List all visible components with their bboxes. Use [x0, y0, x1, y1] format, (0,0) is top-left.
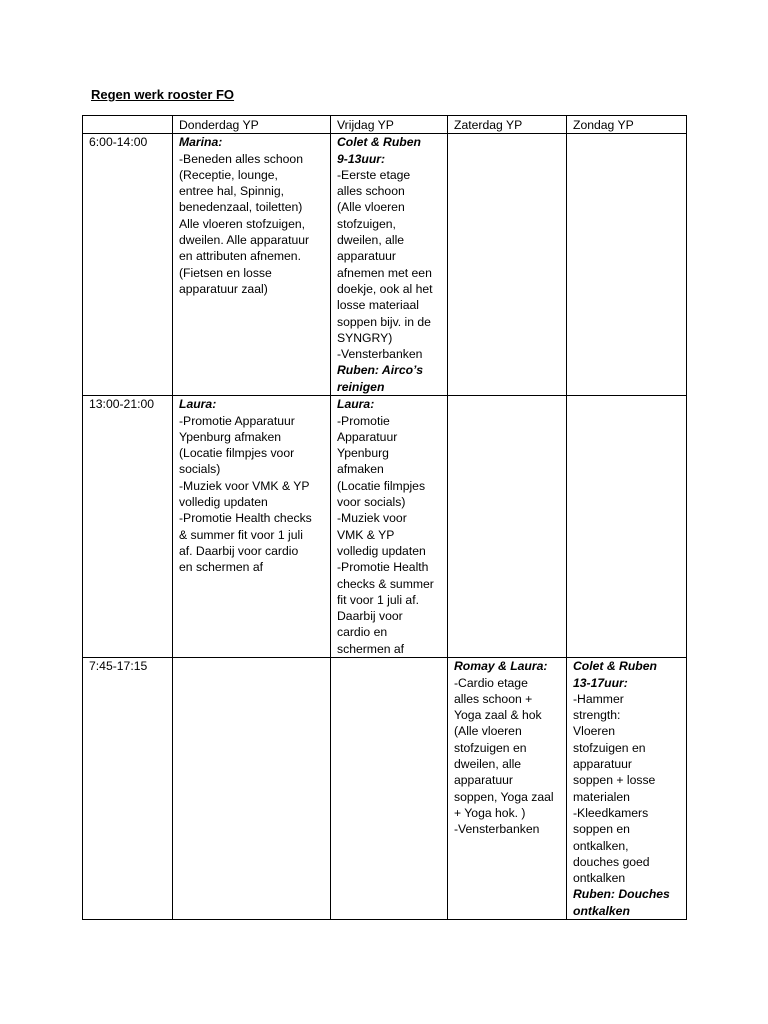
task-line: dweilen, alle — [454, 757, 522, 772]
task-line: (Alle vloeren — [337, 200, 405, 215]
task-line: cardio en — [337, 625, 388, 640]
task-line: volledig updaten — [179, 495, 268, 510]
task-line: schermen af — [337, 641, 405, 656]
task-line: (Locatie filmpjes voor — [179, 446, 295, 461]
header-cell-sunday: Zondag YP — [567, 116, 687, 134]
task-line: afnemen met een — [337, 265, 432, 280]
task-cell-thursday — [173, 396, 331, 658]
time-slot-cell: 6:00-14:00 — [83, 134, 173, 396]
task-line: -Promotie Health — [337, 560, 429, 575]
table-row — [83, 396, 687, 658]
task-cell-sunday — [567, 658, 687, 920]
header-cell-time — [83, 116, 173, 134]
schedule-table — [82, 115, 687, 920]
extra-task-label: Ruben: Douches — [573, 887, 670, 902]
task-line: -Promotie — [337, 413, 390, 428]
task-cell-friday — [331, 396, 448, 658]
task-line: alles schoon + — [454, 691, 533, 706]
task-line: volledig updaten — [337, 543, 426, 558]
task-cell-friday — [331, 134, 448, 396]
assignee-label: Laura: — [179, 397, 217, 412]
task-line: checks & summer — [337, 576, 434, 591]
extra-task-label: reinigen — [337, 379, 385, 394]
task-line: en schermen af — [179, 560, 264, 575]
task-line: Ypenburg afmaken — [179, 429, 282, 444]
task-cell-friday — [331, 658, 448, 920]
task-line: soppen, Yoga zaal — [454, 789, 554, 804]
extra-task-label: Ruben: Airco’s — [337, 363, 424, 378]
assignee-label: Marina: — [179, 135, 223, 150]
document-title: Regen werk rooster FO — [91, 87, 235, 102]
task-line: soppen en — [573, 822, 630, 837]
task-cell-thursday — [173, 134, 331, 396]
task-line: materialen — [573, 789, 630, 804]
task-line: voor socials) — [337, 495, 406, 510]
task-line: entree hal, Spinnig, — [179, 184, 285, 199]
task-line: (Alle vloeren — [454, 724, 522, 739]
task-line: -Hammer — [573, 691, 624, 706]
task-line: Alle vloeren stofzuigen, — [179, 216, 306, 231]
task-cell-saturday — [448, 134, 567, 396]
task-line: Ypenburg — [337, 446, 389, 461]
task-line: losse materiaal — [337, 298, 419, 313]
task-line: alles schoon — [337, 184, 405, 199]
table-row — [83, 658, 687, 920]
task-cell-sunday — [567, 134, 687, 396]
task-line: SYNGRY) — [337, 330, 393, 345]
assignee-label: 9-13uur: — [337, 151, 386, 166]
task-line: (Locatie filmpjes — [337, 478, 426, 493]
task-line: socials) — [179, 462, 221, 477]
assignee-label: Colet & Ruben — [573, 659, 657, 674]
time-slot-cell: 7:45-17:15 — [83, 658, 173, 920]
task-line: stofzuigen, — [337, 216, 396, 231]
header-cell-saturday: Zaterdag YP — [448, 116, 567, 134]
task-line: stofzuigen en — [573, 740, 646, 755]
task-line: -Cardio etage — [454, 675, 528, 690]
task-line: -Kleedkamers — [573, 805, 649, 820]
task-line: (Receptie, lounge, — [179, 167, 278, 182]
task-line: apparatuur — [573, 757, 632, 772]
task-line: soppen bijv. in de — [337, 314, 431, 329]
header-cell-thursday: Donderdag YP — [173, 116, 331, 134]
task-line: + Yoga hok. ) — [454, 805, 526, 820]
task-line: soppen + losse — [573, 773, 656, 788]
table-row — [83, 134, 687, 396]
task-line: ontkalken, — [573, 838, 629, 853]
task-line: fit voor 1 juli af. — [337, 592, 419, 607]
task-line: benedenzaal, toiletten) — [179, 200, 303, 215]
task-line: Apparatuur — [337, 429, 398, 444]
task-line: strength: — [573, 708, 621, 723]
task-cell-saturday — [448, 396, 567, 658]
task-line: stofzuigen en — [454, 740, 527, 755]
assignee-label: 13-17uur: — [573, 675, 628, 690]
task-cell-sunday — [567, 396, 687, 658]
task-line: -Vensterbanken — [337, 347, 423, 362]
task-line: Vloeren — [573, 724, 616, 739]
task-line: dweilen, alle — [337, 233, 405, 248]
task-line: apparatuur — [454, 773, 513, 788]
task-line: -Vensterbanken — [454, 822, 540, 837]
assignee-label: Laura: — [337, 397, 375, 412]
task-line: ontkalken — [573, 871, 626, 886]
assignee-label: Colet & Ruben — [337, 135, 421, 150]
assignee-label: Romay & Laura: — [454, 659, 548, 674]
task-line: doekje, ook al het — [337, 281, 433, 296]
task-line: -Muziek voor — [337, 511, 407, 526]
task-line: (Fietsen en losse — [179, 265, 272, 280]
task-line: af. Daarbij voor cardio — [179, 543, 299, 558]
task-line: Daarbij voor — [337, 609, 403, 624]
time-slot-cell: 13:00-21:00 — [83, 396, 173, 658]
task-line: -Eerste etage — [337, 167, 411, 182]
task-line: dweilen. Alle apparatuur — [179, 233, 310, 248]
task-line: douches goed — [573, 854, 650, 869]
task-line: afmaken — [337, 462, 384, 477]
header-row — [83, 116, 687, 134]
task-line: apparatuur zaal) — [179, 281, 268, 296]
extra-task-label: ontkalken — [573, 903, 630, 918]
task-line: apparatuur — [337, 249, 396, 264]
task-line: & summer fit voor 1 juli — [179, 527, 303, 542]
header-cell-friday: Vrijdag YP — [331, 116, 448, 134]
task-line: Yoga zaal & hok — [454, 708, 542, 723]
task-cell-thursday — [173, 658, 331, 920]
task-cell-saturday — [448, 658, 567, 920]
task-line: -Promotie Health checks — [179, 511, 312, 526]
task-line: -Muziek voor VMK & YP — [179, 478, 310, 493]
task-line: en attributen afnemen. — [179, 249, 301, 264]
task-line: -Beneden alles schoon — [179, 151, 303, 166]
task-line: -Promotie Apparatuur — [179, 413, 295, 428]
task-line: VMK & YP — [337, 527, 395, 542]
